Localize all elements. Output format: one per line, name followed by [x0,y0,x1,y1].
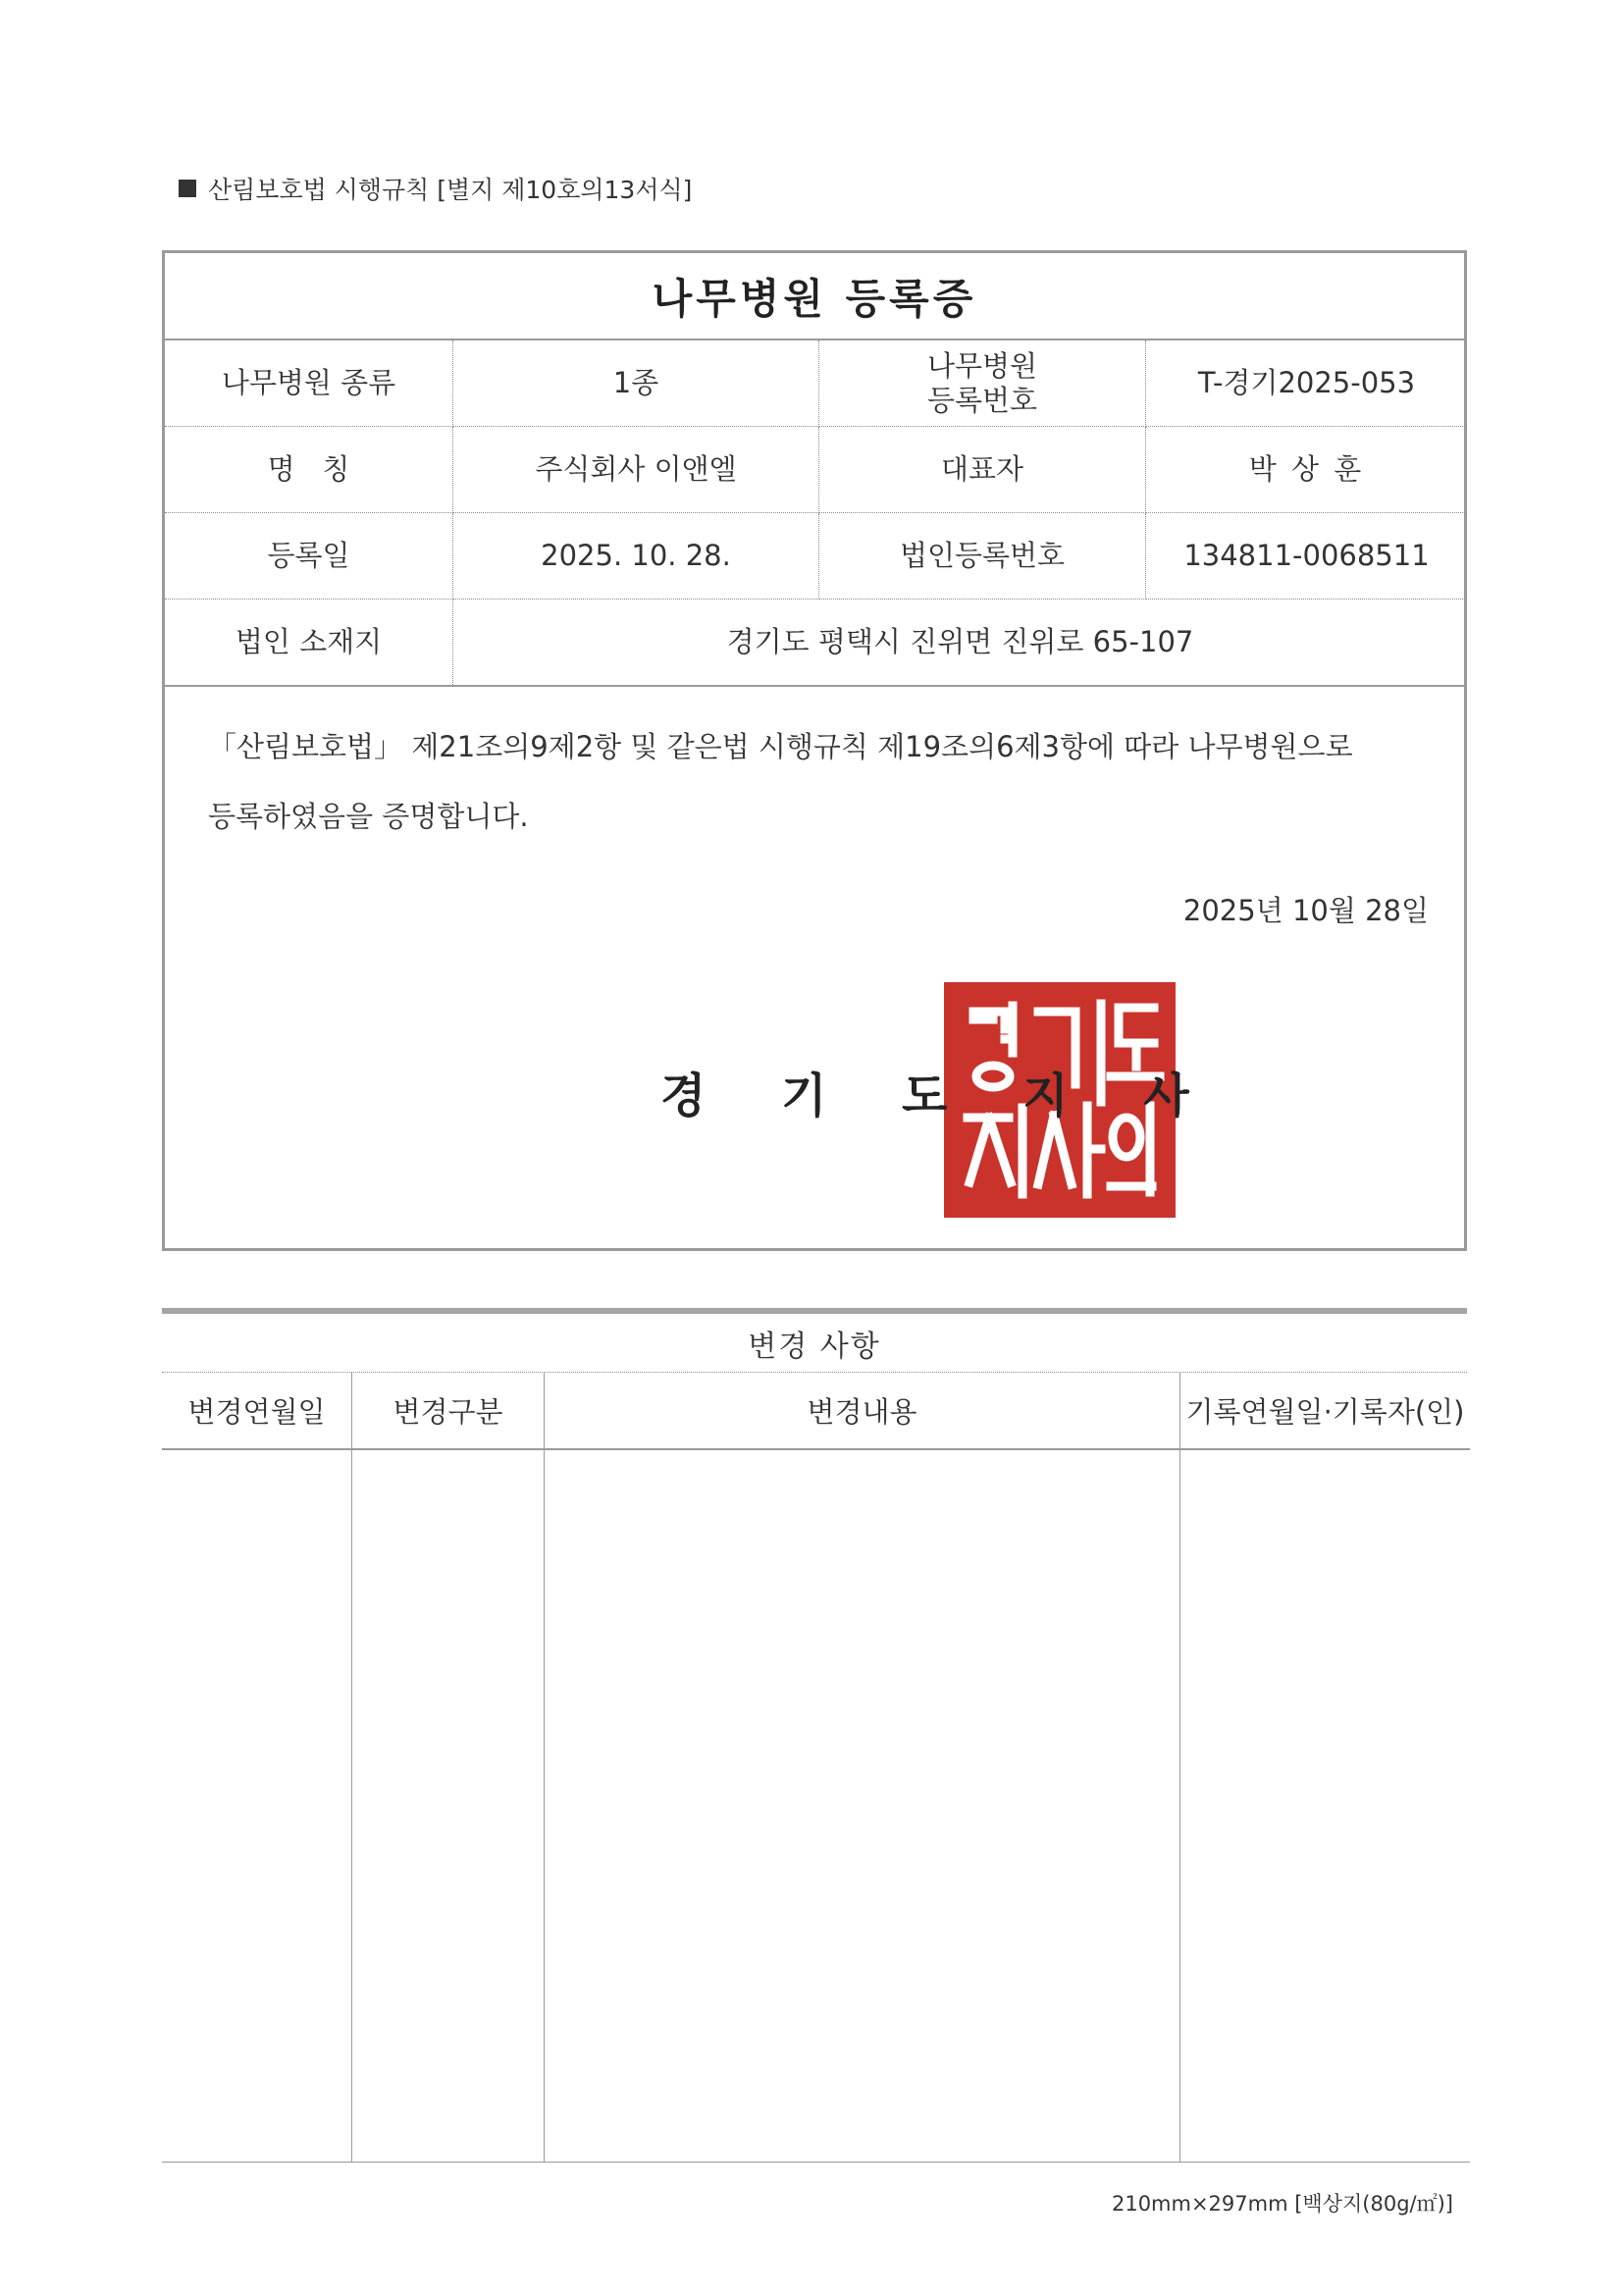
rep-value: 박 상 훈 [1146,427,1468,513]
table-row [165,513,1467,600]
certificate-statement [208,712,1430,852]
column-header-change-type: 변경구분 [352,1373,545,1449]
empty-cell [1180,1449,1471,2163]
changes-title: 변경 사항 [162,1308,1467,1373]
certificate-title: 나무병원 등록증 [165,253,1464,340]
regno-value: T-경기2025-053 [1146,340,1468,427]
square-bullet-icon [179,180,196,197]
address-label: 법인 소재지 [165,600,453,687]
form-reference [179,171,692,206]
regno-label-line1: 나무병원 [926,348,1038,383]
table-row [162,1449,1470,2163]
address-value: 경기도 평택시 진위면 진위로 65-107 [453,600,1468,687]
regdate-label: 등록일 [165,513,453,600]
rep-label: 대표자 [819,427,1146,513]
statement-line-2: 등록하였음을 증명합니다. [208,800,529,833]
empty-cell [162,1449,352,2163]
regno-label [819,340,1146,427]
statement-line-1: 「산림보호법」 제21조의9제2항 및 같은법 시행규칙 제19조의6제3항에 따라 나무병원으로 [208,730,1353,763]
changes-header-row [162,1373,1470,1449]
table-row [165,427,1467,513]
empty-cell [545,1449,1180,2163]
type-value: 1종 [453,340,819,427]
certificate [162,250,1467,1251]
table-row [165,340,1467,427]
issuer-name: 경 기 도 지 사 [660,1069,1219,1123]
name-label: 명 칭 [165,427,453,513]
regdate-value: 2025. 10. 28. [453,513,819,600]
changes-table [162,1373,1470,2163]
name-value: 주식회사 이앤엘 [453,427,819,513]
form-reference-text: 산림보호법 시행규칙 [별지 제10호의13서식] [208,176,693,204]
column-header-change-content: 변경내용 [545,1373,1180,1449]
table-row [165,600,1467,687]
certificate-info-table [165,340,1467,687]
empty-cell [352,1449,545,2163]
corpno-value: 134811-0068511 [1146,513,1468,600]
paper-spec: 210mm×297mm [백상지(80g/㎡)] [1111,2192,1453,2216]
type-label: 나무병원 종류 [165,340,453,427]
corpno-label: 법인등록번호 [819,513,1146,600]
column-header-recorder: 기록연월일·기록자(인) [1180,1373,1471,1449]
issue-date: 2025년 10월 28일 [1182,894,1429,927]
regno-label-line2: 등록번호 [926,383,1038,417]
column-header-change-date: 변경연월일 [162,1373,352,1449]
